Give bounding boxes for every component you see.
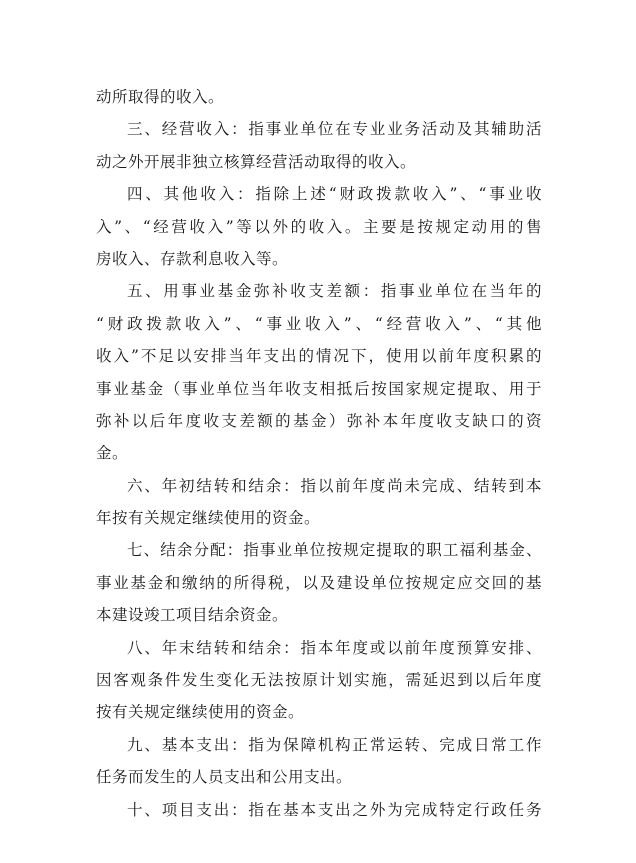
text-line: 收入”不足以安排当年支出的情况下，使用以前年度积累的 (96, 347, 542, 366)
text-line: 本建设竣工项目结余资金。 (96, 606, 289, 625)
text-line: 三、经营收入：指事业单位在专业业务活动及其辅助活 (127, 120, 542, 139)
text-line: 按有关规定继续使用的资金。 (96, 703, 305, 722)
text-line: 四、其他收入：指除上述“财政拨款收入”、“事业收 (127, 185, 542, 204)
text-line: 房收入、存款利息收入等。 (96, 249, 289, 268)
text-line: 九、基本支出：指为保障机构正常运转、完成日常工作 (127, 735, 542, 754)
text-line: 任务而发生的人员支出和公用支出。 (96, 768, 353, 787)
text-line: 事业基金（事业单位当年收支相抵后按国家规定提取、用于 (96, 379, 542, 398)
text-line: 事业基金和缴纳的所得税，以及建设单位按规定应交回的基 (96, 573, 542, 592)
text-line: 金。 (96, 444, 129, 463)
text-line: 七、结余分配：指事业单位按规定提取的职工福利基金、 (127, 541, 542, 560)
text-line: 入”、“经营收入”等以外的收入。主要是按规定动用的售 (96, 217, 542, 236)
text-line: 六、年初结转和结余：指以前年度尚未完成、结转到本 (127, 476, 542, 495)
text-line: 因客观条件发生变化无法按原计划实施，需延迟到以后年度 (96, 671, 542, 690)
document-page (96, 81, 542, 826)
text-line: “财政拨款收入”、“事业收入”、“经营收入”、“其他 (96, 314, 542, 333)
text-line: 五、用事业基金弥补收支差额：指事业单位在当年的 (127, 282, 542, 301)
text-line: 动之外开展非独立核算经营活动取得的收入。 (96, 152, 417, 171)
text-line: 弥补以后年度收支差额的基金）弥补本年度收支缺口的资 (96, 411, 542, 430)
text-line: 八、年末结转和结余：指本年度或以前年度预算安排、 (127, 638, 542, 657)
text-line: 年按有关规定继续使用的资金。 (96, 509, 321, 528)
text-line: 动所取得的收入。 (96, 88, 225, 106)
text-line: 十、项目支出：指在基本支出之外为完成特定行政任务 (127, 800, 542, 819)
